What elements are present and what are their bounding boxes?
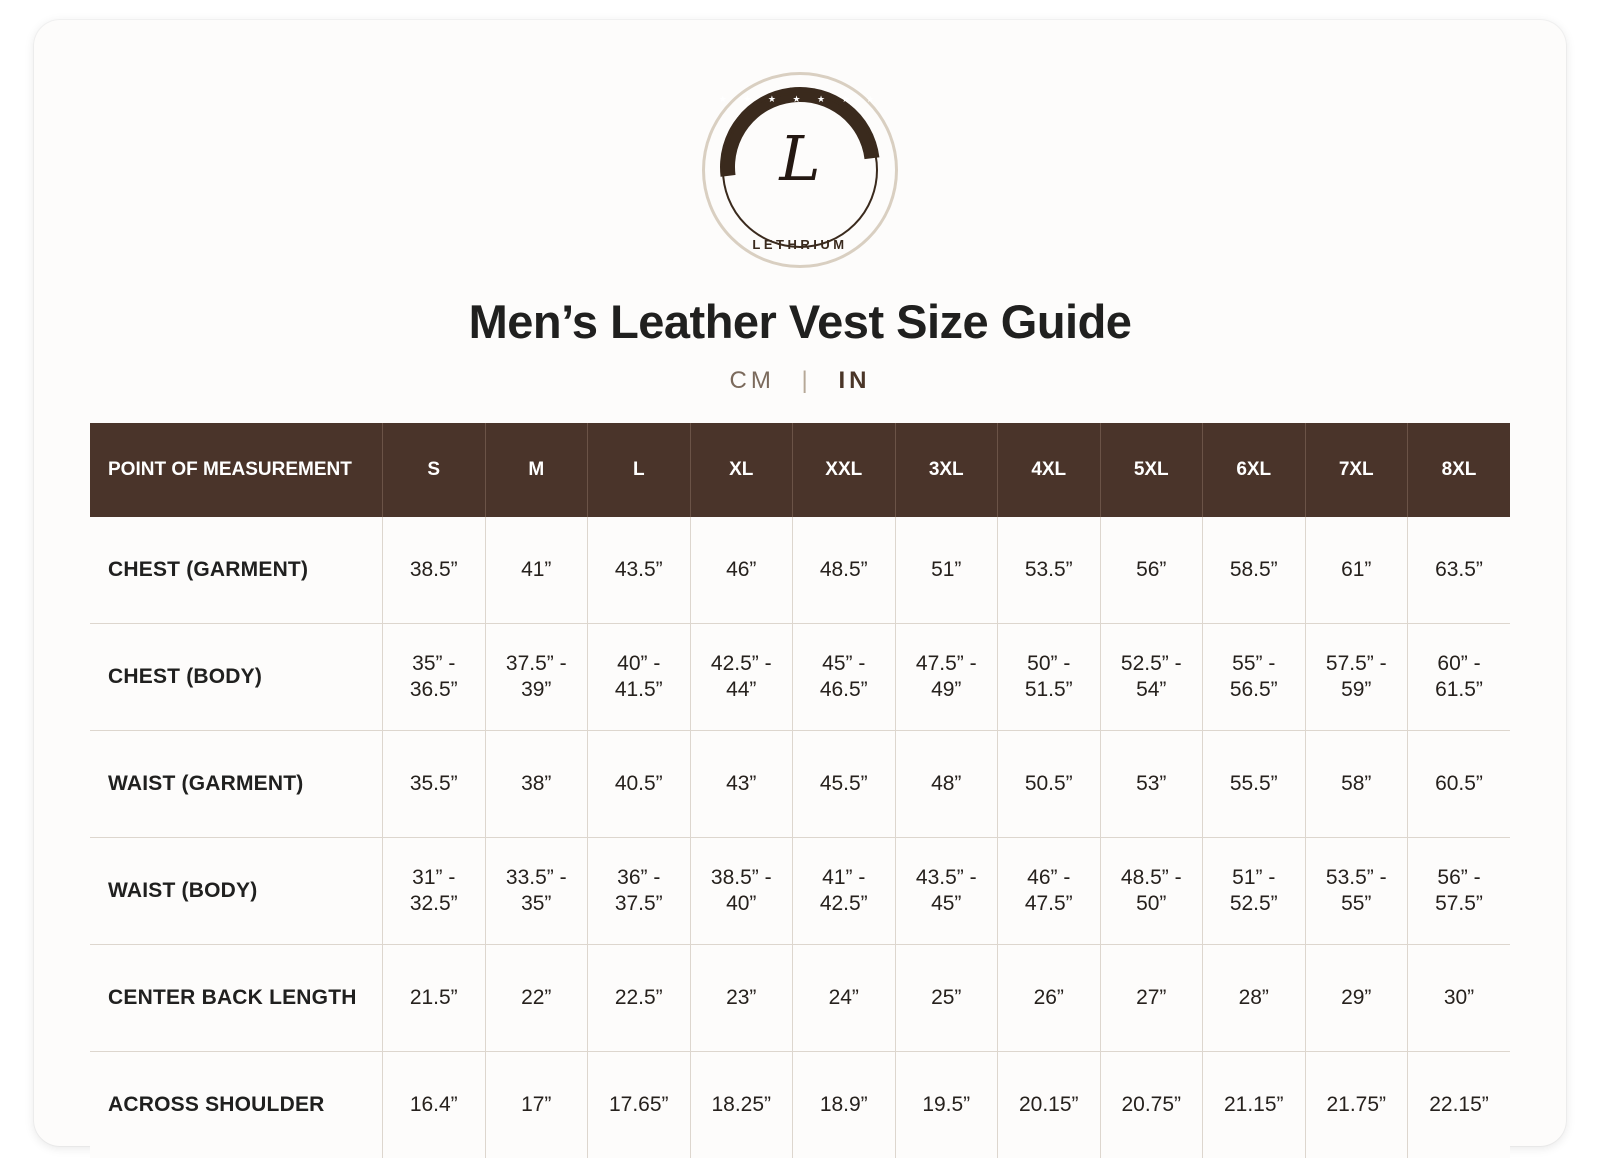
cell: 22” [485, 945, 588, 1052]
cell: 60.5” [1408, 731, 1511, 838]
cell: 55” - 56.5” [1203, 624, 1306, 731]
cell: 46” - 47.5” [998, 838, 1101, 945]
cell: 48.5” [793, 517, 896, 624]
cell: 38.5” - 40” [690, 838, 793, 945]
cell: 48” [895, 731, 998, 838]
logo-container [90, 72, 1510, 268]
cell: 43.5” [588, 517, 691, 624]
row-label: ACROSS SHOULDER [90, 1052, 383, 1159]
cell: 30” [1408, 945, 1511, 1052]
cell: 38.5” [383, 517, 486, 624]
unit-cm[interactable]: CM [729, 367, 775, 394]
cell: 58” [1305, 731, 1408, 838]
col-header-l: L [588, 423, 691, 517]
table-row [90, 731, 1510, 838]
cell: 53.5” [998, 517, 1101, 624]
size-chart-body [90, 517, 1510, 1158]
cell: 50” - 51.5” [998, 624, 1101, 731]
row-label: CENTER BACK LENGTH [90, 945, 383, 1052]
cell: 16.4” [383, 1052, 486, 1159]
col-header-3xl: 3XL [895, 423, 998, 517]
cell: 42.5” - 44” [690, 624, 793, 731]
cell: 57.5” - 59” [1305, 624, 1408, 731]
cell: 25” [895, 945, 998, 1052]
row-label: WAIST (GARMENT) [90, 731, 383, 838]
size-guide-card [34, 20, 1566, 1146]
cell: 46” [690, 517, 793, 624]
cell: 56” [1100, 517, 1203, 624]
col-header-point-of-measurement: POINT OF MEASUREMENT [90, 423, 383, 517]
col-header-4xl: 4XL [998, 423, 1101, 517]
cell: 41” - 42.5” [793, 838, 896, 945]
table-row [90, 1052, 1510, 1159]
col-header-xxl: XXL [793, 423, 896, 517]
cell: 63.5” [1408, 517, 1511, 624]
unit-separator: | [801, 367, 812, 394]
cell: 38” [485, 731, 588, 838]
lethrium-logo-icon [702, 72, 898, 268]
cell: 33.5” - 35” [485, 838, 588, 945]
cell: 35” - 36.5” [383, 624, 486, 731]
cell: 51” [895, 517, 998, 624]
cell: 56” - 57.5” [1408, 838, 1511, 945]
cell: 48.5” - 50” [1100, 838, 1203, 945]
table-header-row [90, 423, 1510, 517]
col-header-5xl: 5XL [1100, 423, 1203, 517]
table-row [90, 838, 1510, 945]
col-header-8xl: 8XL [1408, 423, 1511, 517]
cell: 35.5” [383, 731, 486, 838]
cell: 61” [1305, 517, 1408, 624]
col-header-s: S [383, 423, 486, 517]
cell: 19.5” [895, 1052, 998, 1159]
cell: 37.5” - 39” [485, 624, 588, 731]
cell: 45.5” [793, 731, 896, 838]
cell: 43” [690, 731, 793, 838]
cell: 31” - 32.5” [383, 838, 486, 945]
cell: 50.5” [998, 731, 1101, 838]
col-header-7xl: 7XL [1305, 423, 1408, 517]
logo-monogram: L [779, 122, 821, 195]
row-label: WAIST (BODY) [90, 838, 383, 945]
cell: 36” - 37.5” [588, 838, 691, 945]
cell: 40” - 41.5” [588, 624, 691, 731]
cell: 47.5” - 49” [895, 624, 998, 731]
col-header-6xl: 6XL [1203, 423, 1306, 517]
size-chart-head [90, 423, 1510, 517]
cell: 26” [998, 945, 1101, 1052]
cell: 22.5” [588, 945, 691, 1052]
cell: 52.5” - 54” [1100, 624, 1203, 731]
cell: 28” [1203, 945, 1306, 1052]
cell: 60” - 61.5” [1408, 624, 1511, 731]
cell: 21.5” [383, 945, 486, 1052]
logo-brand-name: LETHRIUM [752, 237, 848, 252]
cell: 18.25” [690, 1052, 793, 1159]
cell: 18.9” [793, 1052, 896, 1159]
cell: 41” [485, 517, 588, 624]
unit-toggle[interactable] [90, 367, 1510, 395]
cell: 53” [1100, 731, 1203, 838]
cell: 43.5” - 45” [895, 838, 998, 945]
cell: 23” [690, 945, 793, 1052]
cell: 21.75” [1305, 1052, 1408, 1159]
cell: 51” - 52.5” [1203, 838, 1306, 945]
col-header-xl: XL [690, 423, 793, 517]
size-chart-table [90, 423, 1510, 1158]
row-label: CHEST (BODY) [90, 624, 383, 731]
cell: 20.15” [998, 1052, 1101, 1159]
cell: 27” [1100, 945, 1203, 1052]
row-label: CHEST (GARMENT) [90, 517, 383, 624]
table-row [90, 945, 1510, 1052]
cell: 58.5” [1203, 517, 1306, 624]
cell: 29” [1305, 945, 1408, 1052]
cell: 17.65” [588, 1052, 691, 1159]
cell: 17” [485, 1052, 588, 1159]
logo-stars: ★ ★ ★ ★ ★ ★ ★ [718, 94, 882, 104]
col-header-m: M [485, 423, 588, 517]
cell: 55.5” [1203, 731, 1306, 838]
table-row [90, 624, 1510, 731]
cell: 22.15” [1408, 1052, 1511, 1159]
cell: 21.15” [1203, 1052, 1306, 1159]
cell: 20.75” [1100, 1052, 1203, 1159]
cell: 53.5” - 55” [1305, 838, 1408, 945]
page-title: Men’s Leather Vest Size Guide [468, 295, 1132, 348]
cell: 45” - 46.5” [793, 624, 896, 731]
cell: 40.5” [588, 731, 691, 838]
cell: 24” [793, 945, 896, 1052]
table-row [90, 517, 1510, 624]
unit-in[interactable]: IN [838, 367, 871, 394]
